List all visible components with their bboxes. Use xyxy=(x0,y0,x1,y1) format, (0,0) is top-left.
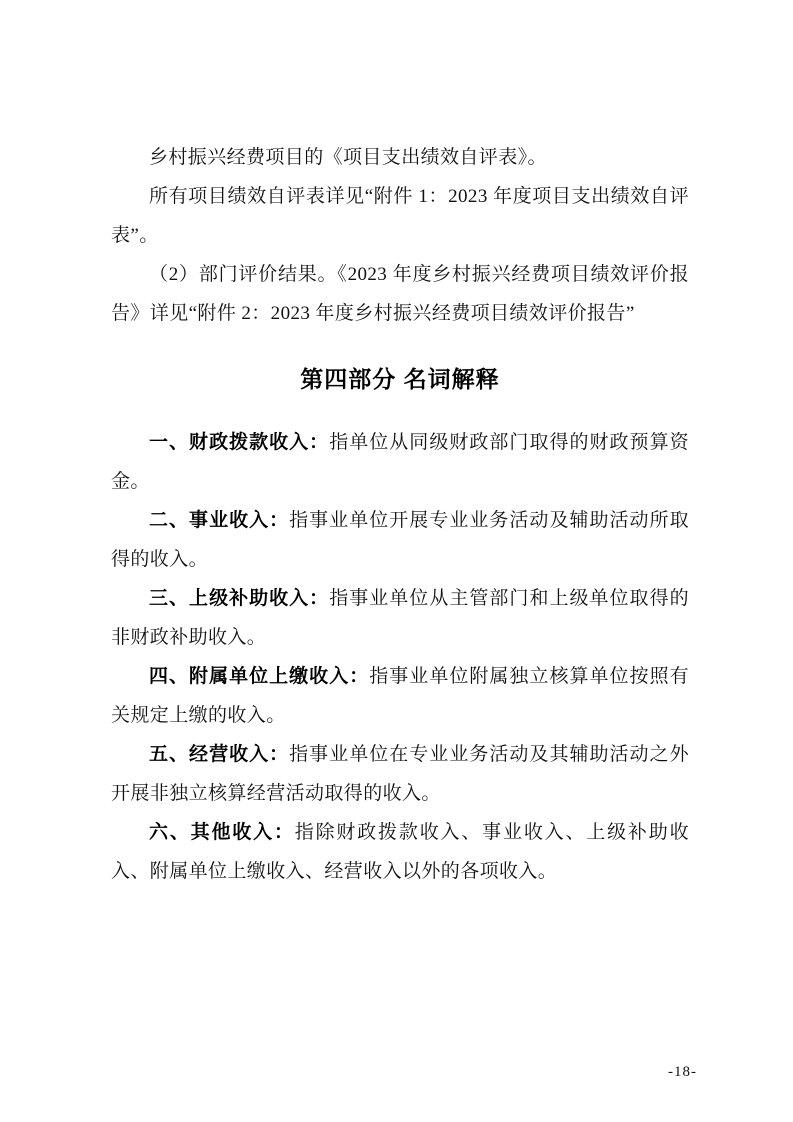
definition-term-3: 三、上级补助收入： xyxy=(149,588,330,609)
definition-item-6 xyxy=(111,813,689,891)
definition-term-2: 二、事业收入： xyxy=(149,510,290,531)
document-content xyxy=(111,138,689,891)
page-number: -18- xyxy=(668,1064,697,1080)
definition-desc-5: 指事业单位在专业业务活动及其辅助活动之外开展非独立核算经营活动取得的收入。 xyxy=(111,744,689,804)
definition-desc-1: 指单位从同级财政部门取得的财政预算资金。 xyxy=(111,432,690,492)
intro-paragraph-2: 所有项目绩效自评表详见“附件 1：2023 年度项目支出绩效自评表”。 xyxy=(111,186,689,246)
definition-item-1 xyxy=(111,423,689,501)
definition-term-4: 四、附属单位上缴收入： xyxy=(149,666,370,687)
definition-term-5: 五、经营收入： xyxy=(149,744,290,765)
definition-desc-6: 指除财政拨款收入、事业收入、上级补助收入、附属单位上缴收入、经营收入以外的各项收入。 xyxy=(111,822,689,882)
definition-term-6: 六、其他收入： xyxy=(149,822,295,843)
intro-paragraph-1: 乡村振兴经费项目的《项目支出绩效自评表》。 xyxy=(149,147,547,168)
definition-item-2 xyxy=(111,501,689,579)
definition-desc-3: 指事业单位从主管部门和上级单位取得的非财政补助收入。 xyxy=(111,588,690,648)
intro-paragraph-3: （2）部门评价结果。《2023 年度乡村振兴经费项目绩效评价报告》详见“附件 2：2023 年度乡村振兴经费项目绩效评价报告” xyxy=(111,264,689,324)
definition-item-3 xyxy=(111,579,689,657)
definition-item-5 xyxy=(111,735,689,813)
definition-desc-2: 指事业单位开展专业业务活动及辅助活动所取得的收入。 xyxy=(111,510,689,570)
definition-term-1: 一、财政拨款收入： xyxy=(149,432,330,453)
definition-item-4 xyxy=(111,657,689,735)
definition-desc-4: 指事业单位附属独立核算单位按照有关规定上缴的收入。 xyxy=(111,666,689,726)
section-heading: 第四部分 名词解释 xyxy=(300,366,500,392)
